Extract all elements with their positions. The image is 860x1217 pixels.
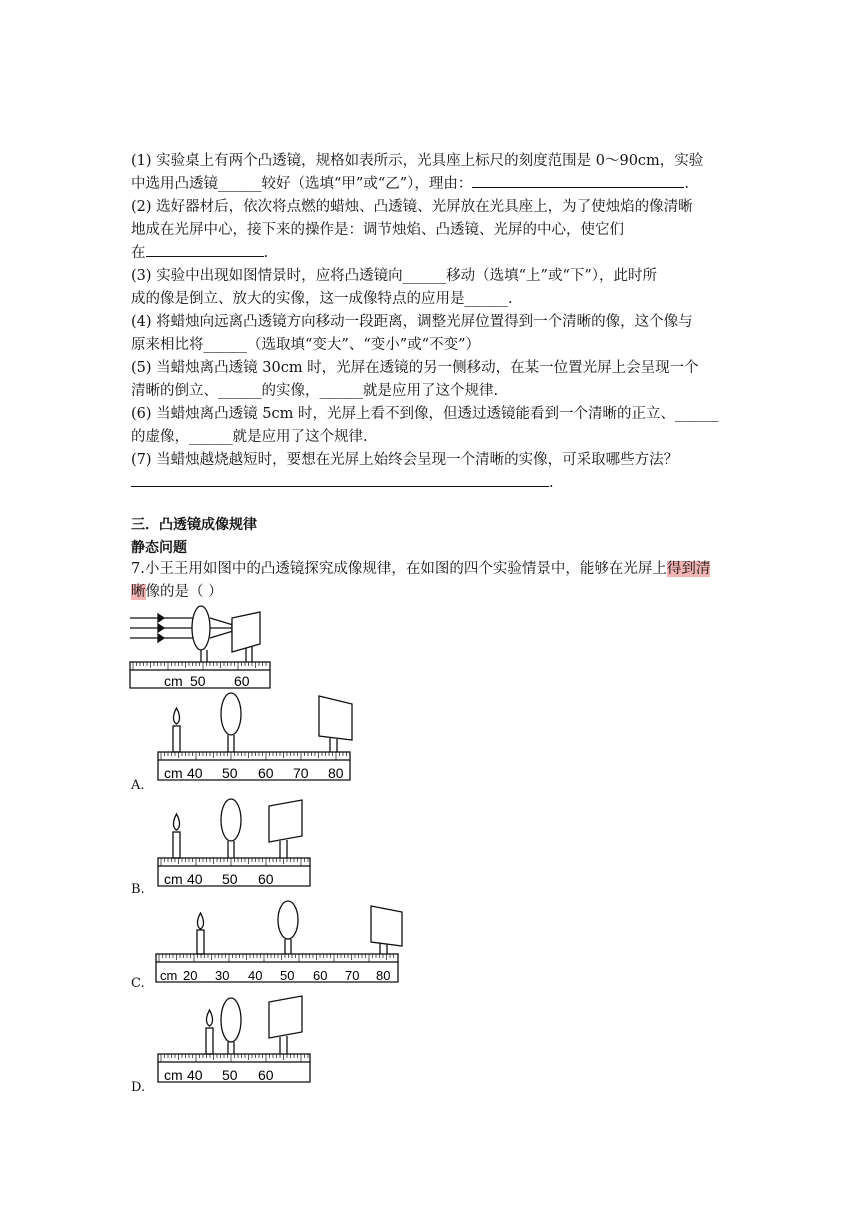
ruler-tick-label: 60	[258, 765, 274, 781]
period: .	[549, 475, 554, 491]
question-7-answer-bracket: 像的是（ ）	[145, 584, 223, 600]
question-7-line-2	[131, 581, 223, 603]
ruler-tick-label: 50	[190, 673, 206, 689]
part-4-line-1: (4) 将蜡烛向远离凸透镜方向移动一段距离，调整光屏位置得到一个清晰的像，这个像与	[131, 314, 693, 330]
part-2-line-2: 地成在光屏中心，接下来的操作是：调节烛焰、凸透镜、光屏的中心，使它们	[131, 222, 624, 238]
option-b-label[interactable]: B.	[131, 882, 145, 897]
ruler-tick-label: 70	[345, 968, 360, 983]
option-d-label[interactable]: D.	[131, 1080, 146, 1095]
ruler-ticks	[159, 954, 394, 962]
part-2-text: 在	[131, 245, 146, 261]
ruler-tick-label: 60	[258, 1067, 274, 1083]
section-subheading: 静态问题	[131, 540, 187, 556]
ruler-tick-label: 20	[183, 968, 198, 983]
period: .	[684, 176, 690, 192]
ruler-unit-label: cm	[164, 765, 183, 781]
ruler-tick-label: 60	[258, 871, 274, 887]
ruler-ticks	[133, 662, 266, 670]
ruler-tick-label: 80	[376, 968, 391, 983]
question-7-text: 7.小王王用如图中的凸透镜探究成像规律，在如图的四个实验情景中，能够在光屏上	[131, 561, 667, 577]
part-6-line-2: 的虚像，______就是应用了这个规律.	[131, 429, 368, 445]
option-c-label[interactable]: C.	[131, 976, 145, 991]
ruler-ticks	[161, 752, 347, 760]
option-b-figure	[154, 796, 314, 896]
question-7-line-1	[131, 558, 710, 580]
ruler-ticks	[161, 1054, 308, 1062]
ruler-tick-label: 50	[222, 1067, 238, 1083]
ruler-tick-label: 50	[222, 871, 238, 887]
ruler-tick-label: 60	[234, 673, 250, 689]
ruler-tick-label: 30	[215, 968, 230, 983]
highlighted-text: 晰	[131, 584, 146, 600]
part-2-line-3	[131, 242, 268, 264]
ruler-tick-label: 80	[328, 765, 344, 781]
part-2-line-1: (2) 选好器材后，依次将点燃的蜡烛、凸透镜、光屏放在光具座上，为了使烛焰的像清晰	[131, 199, 693, 215]
answer-blank	[472, 173, 684, 188]
option-d-figure	[154, 992, 314, 1092]
part-5-line-1: (5) 当蜡烛离凸透镜 30cm 时，光屏在透镜的另一侧移动，在某一位置光屏上会呈现一个	[131, 360, 699, 376]
ruler-tick-label: 50	[222, 765, 238, 781]
ruler-unit-label: cm	[164, 871, 183, 887]
part-5-line-2: 清晰的倒立、______的实像，______就是应用了这个规律.	[131, 383, 499, 399]
ruler-tick-label: 50	[280, 968, 295, 983]
part-7-line-2	[131, 472, 554, 494]
part-4-line-2: 原来相比将______（选取填“变大”、“变小”或“不变”）	[131, 337, 480, 353]
part-7-line-1: (7) 当蜡烛越烧越短时，要想在光屏上始终会呈现一个清晰的实像，可采取哪些方法？	[131, 452, 679, 468]
ruler-unit-label: cm	[160, 968, 178, 983]
part-3-line-1: (3) 实验中出现如图情景时，应将凸透镜向______移动（选填“上”或“下”），此时所	[131, 268, 658, 284]
part-1-text: 中选用凸透镜______较好（选填“甲”或“乙”），理由：	[131, 176, 473, 192]
option-a-figure	[154, 690, 354, 790]
part-6-line-1: (6) 当蜡烛离凸透镜 5cm 时，光屏上看不到像，但透过透镜能看到一个清晰的正立、______	[131, 406, 719, 422]
answer-blank	[131, 472, 549, 487]
answer-blank	[146, 242, 264, 257]
ruler-unit-label: cm	[164, 673, 183, 689]
ruler-tick-label: 40	[248, 968, 263, 983]
part-3-line-2: 成的像是倒立、放大的实像，这一成像特点的应用是______.	[131, 291, 513, 307]
ruler-tick-label: 40	[187, 765, 203, 781]
highlighted-text: 得到清	[666, 561, 711, 577]
option-a-label[interactable]: A.	[131, 778, 145, 793]
ruler-tick-label: 40	[187, 871, 203, 887]
section-heading: 三．凸透镜成像规律	[131, 517, 257, 533]
option-c-figure	[152, 898, 404, 990]
ruler-tick-label: 70	[293, 765, 309, 781]
period: .	[263, 245, 269, 261]
ruler-tick-label: 40	[187, 1067, 203, 1083]
part-1-line-2	[131, 173, 689, 195]
lens-parallel-rays-figure	[128, 602, 278, 694]
part-1-line-1: (1) 实验桌上有两个凸透镜，规格如表所示，光具座上标尺的刻度范围是 0～90cm，实验	[131, 153, 704, 169]
ruler-tick-label: 60	[313, 968, 328, 983]
ruler-unit-label: cm	[164, 1067, 183, 1083]
ruler-ticks	[161, 858, 308, 866]
